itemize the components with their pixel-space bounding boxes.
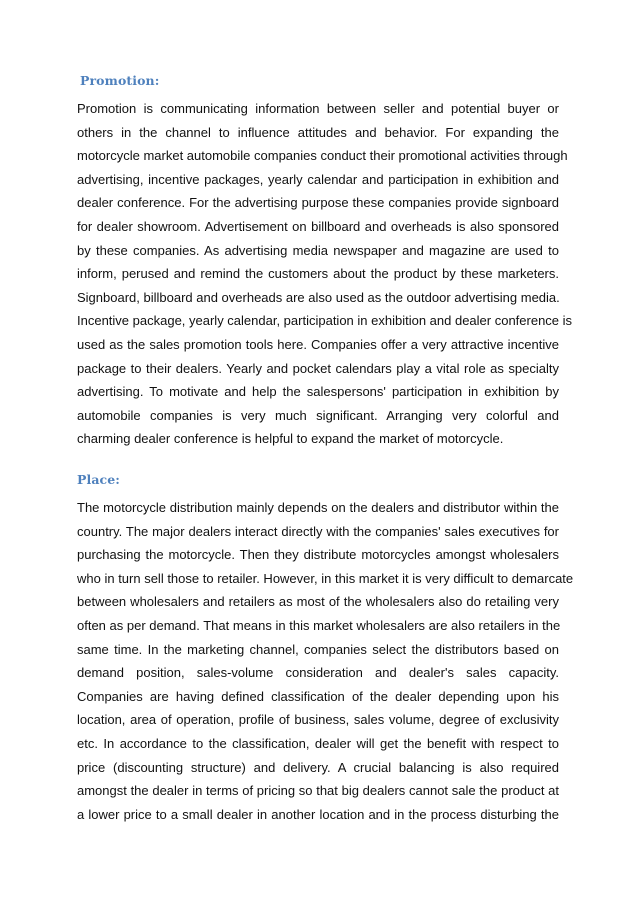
text-line: used as the sales promotion tools here. Companies offer a very attractive incentive bbox=[77, 336, 559, 352]
text-line: price (discounting structure) and delivery. A crucial balancing is also required bbox=[77, 759, 559, 775]
text-line: demand position, sales-volume consideration and dealer's sales capacity. bbox=[77, 665, 559, 681]
text-line: amongst the dealer in terms of pricing so that big dealers cannot sale the product at bbox=[77, 783, 559, 799]
text-line: a lower price to a small dealer in another location and in the process disturbing the bbox=[77, 806, 559, 822]
text-line: automobile companies is very much significant. Arranging very colorful and bbox=[77, 407, 559, 423]
text-line: who in turn sell those to retailer. However, in this market it is very difficult to demarcate bbox=[77, 570, 574, 586]
text-line: package to their dealers. Yearly and pocket calendars play a vital role as specialty bbox=[77, 360, 559, 376]
text-line: advertising, incentive packages, yearly calendar and participation in exhibition and bbox=[77, 171, 559, 187]
text-line: often as per demand. That means in this market wholesalers are also retailers in the bbox=[77, 617, 561, 633]
place-paragraph bbox=[77, 496, 574, 826]
promotion-heading: Promotion: bbox=[80, 73, 160, 88]
text-line: dealer conference. For the advertising purpose these companies provide signboard bbox=[77, 195, 559, 211]
text-line: others in the channel to influence attitudes and behavior. For expanding the bbox=[77, 124, 559, 140]
text-line: advertising. To motivate and help the salespersons' participation in exhibition by bbox=[77, 384, 559, 400]
text-line: Signboard, billboard and overheads are also used as the outdoor advertising media. bbox=[77, 289, 560, 305]
text-line: same time. In the marketing channel, companies select the distributors based on bbox=[77, 641, 559, 657]
text-line: between wholesalers and retailers as most of the wholesalers also do retailing very bbox=[77, 594, 559, 610]
text-line: Promotion is communicating information between seller and potential buyer or bbox=[77, 101, 559, 116]
promotion-paragraph bbox=[77, 97, 573, 451]
text-line: charming dealer conference is helpful to expand the market of motorcycle. bbox=[77, 431, 504, 447]
text-line: motorcycle market automobile companies conduct their promotional activities through bbox=[77, 148, 568, 164]
text-line: Companies are having defined classification of the dealer depending upon his bbox=[77, 688, 559, 704]
text-line: Incentive package, yearly calendar, participation in exhibition and dealer conference is bbox=[77, 313, 573, 329]
text-line: etc. In accordance to the classification, dealer will get the benefit with respect to bbox=[77, 735, 559, 751]
place-heading: Place: bbox=[77, 472, 121, 487]
text-line: location, area of operation, profile of business, sales volume, degree of exclusivity bbox=[77, 712, 559, 728]
text-line: The motorcycle distribution mainly depends on the dealers and distributor within the bbox=[77, 500, 559, 515]
text-line: purchasing the motorcycle. Then they distribute motorcycles amongst wholesalers bbox=[77, 547, 559, 563]
text-line: inform, perused and remind the customers about the product by these marketers. bbox=[77, 266, 559, 282]
text-line: by these companies. As advertising media newspaper and magazine are used to bbox=[77, 242, 559, 258]
text-line: country. The major dealers interact directly with the companies' sales executives for bbox=[77, 523, 559, 539]
text-line: for dealer showroom. Advertisement on billboard and overheads is also sponsored bbox=[77, 218, 559, 234]
